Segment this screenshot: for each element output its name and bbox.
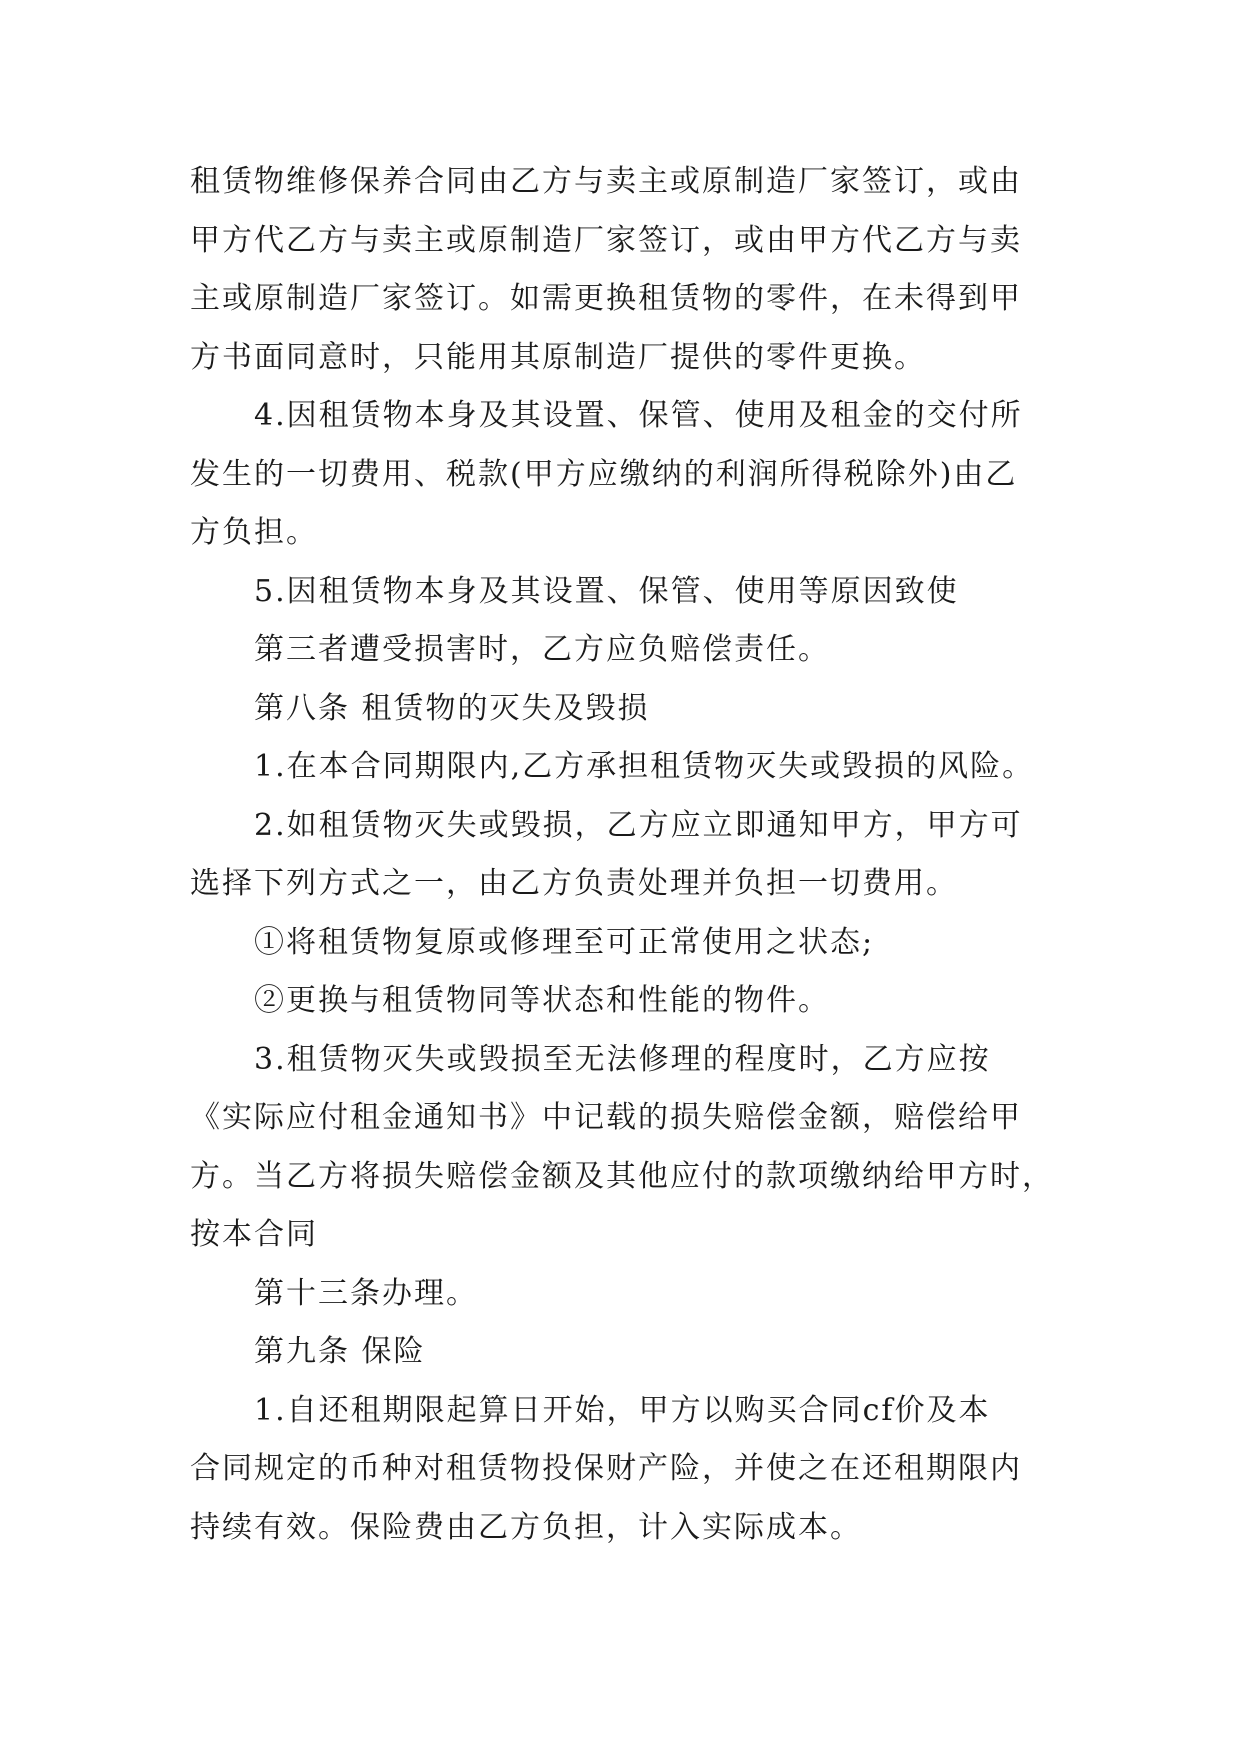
clause-4-line-3: 方负担。 (190, 515, 318, 550)
article-9-item-1-line-2: 合同规定的币种对租赁物投保财产险，并使之在还租期限内 (190, 1451, 1022, 1486)
article-9-item-1-line-3: 持续有效。保险费由乙方负担，计入实际成本。 (190, 1509, 862, 1545)
article-9-heading: 第九条 保险 (254, 1334, 426, 1369)
text-line-2: 甲方代乙方与卖主或原制造厂家签订，或由甲方代乙方与卖 (190, 222, 1022, 258)
article-8-item-3-line-4: 按本合同 (190, 1217, 318, 1252)
text-line-1: 租赁物维修保养合同由乙方与卖主或原制造厂家签订，或由 (190, 164, 1022, 199)
article-8-item-3-line-2: 《实际应付租金通知书》中记载的损失赔偿金额，赔偿给甲 (190, 1100, 1022, 1135)
article-8-item-1: 1.在本合同期限内,乙方承担租赁物灭失或毁损的风险。 (254, 749, 1035, 784)
option-2: ②更换与租赁物同等状态和性能的物件。 (254, 983, 830, 1018)
contract-text (190, 153, 1070, 1557)
article-8-item-2-line-1: 2.如租赁物灭失或毁损，乙方应立即通知甲方，甲方可 (254, 807, 1023, 843)
clause-5-line-2: 第三者遭受损害时，乙方应负赔偿责任。 (254, 632, 830, 667)
article-8-heading: 第八条 租赁物的灭失及毁损 (254, 690, 650, 726)
clause-4-line-2: 发生的一切费用、税款(甲方应缴纳的利润所得税除外)由乙 (190, 456, 1018, 492)
article-8-item-3-line-3: 方。当乙方将损失赔偿金额及其他应付的款项缴纳给甲方时， (190, 1158, 1054, 1194)
option-1: ①将租赁物复原或修理至可正常使用之状态; (254, 924, 875, 960)
clause-5-line-1: 5.因租赁物本身及其设置、保管、使用等原因致使 (254, 573, 959, 609)
text-line-4: 方书面同意时，只能用其原制造厂提供的零件更换。 (190, 339, 926, 375)
article-8-item-2-line-2: 选择下列方式之一，由乙方负责处理并负担一切费用。 (190, 866, 958, 901)
article-8-item-3-line-1: 3.租赁物灭失或毁损至无法修理的程度时，乙方应按 (254, 1041, 991, 1077)
article-9-item-1-line-1: 1.自还租期限起算日开始，甲方以购买合同cf价及本 (254, 1392, 991, 1428)
clause-4-line-1: 4.因租赁物本身及其设置、保管、使用及租金的交付所 (254, 398, 1023, 433)
text-line-3: 主或原制造厂家签订。如需更换租赁物的零件，在未得到甲 (190, 281, 1022, 316)
article-8-item-3-line-5: 第十三条办理。 (254, 1275, 478, 1311)
